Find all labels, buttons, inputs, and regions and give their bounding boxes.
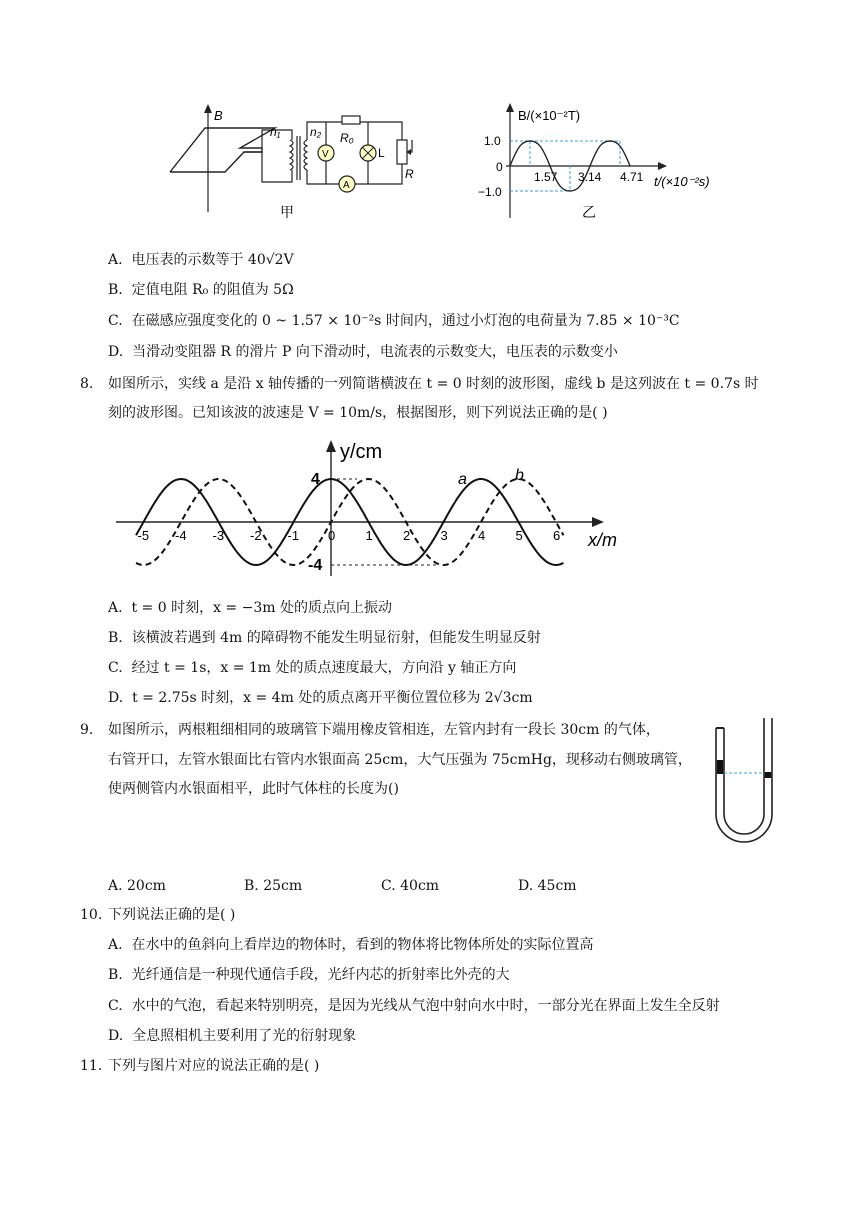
wave-xtick: -3 [212, 528, 225, 543]
wave-xtick: -2 [250, 528, 262, 543]
bt-ytick-zero: 0 [496, 160, 503, 174]
q9-option-b[interactable]: B. 25cm [244, 878, 303, 894]
q7-option-d[interactable]: D. 当滑动变阻器 R 的滑片 P 向下滑动时，电流表的示数变大，电压表的示数变小 [108, 344, 618, 360]
q10-stem: 下列说法正确的是( ) [108, 907, 236, 923]
wave-xtick: -1 [287, 528, 300, 543]
q11-number: 11. [80, 1058, 103, 1074]
bt-xtick-3: 4.71 [620, 170, 644, 184]
q10-number: 10. [80, 907, 103, 923]
q8-option-d[interactable]: D. t = 2.75s 时刻，x = 4m 处的质点离开平衡位置位移为 2√3cm [108, 690, 533, 706]
q10-option-b[interactable]: B. 光纤通信是一种现代通信手段，光纤内芯的折射率比外壳的大 [108, 967, 510, 983]
circuit-figure [140, 100, 440, 225]
wave-xtick: 5 [515, 528, 523, 543]
wave-ylabel: y/cm [340, 441, 383, 463]
bt-xlabel: t/(×10⁻²s) [654, 174, 710, 189]
bt-xtick-1: 1.57 [534, 170, 558, 184]
q8-stem-line1: 如图所示，实线 a 是沿 x 轴传播的一列简谐横波在 t = 0 时刻的波形图，虚线 b 是这列波在 t = 0.7s 时 [108, 376, 759, 392]
q8-option-a[interactable]: A. t = 0 时刻，x = −3m 处的质点向上振动 [108, 600, 392, 616]
bt-ytick-bottom: −1.0 [478, 185, 502, 199]
n2-label: n₂ [310, 125, 322, 139]
wave-xtick: 0 [328, 528, 336, 543]
wave-b-label: b [515, 467, 524, 484]
q7-option-b[interactable]: B. 定值电阻 R₀ 的阻值为 5Ω [108, 282, 294, 298]
figure-label-jia: 甲 [280, 204, 294, 220]
wave-graph [112, 432, 632, 582]
q9-option-d[interactable]: D. 45cm [518, 878, 577, 894]
wave-a-label: a [458, 471, 467, 488]
q9-number: 9. [80, 722, 94, 738]
wave-amp-top: 4 [311, 471, 320, 488]
bt-ytick-top: 1.0 [484, 134, 501, 148]
wave-xtick: 1 [365, 528, 373, 543]
u-tube-figure [706, 718, 786, 854]
q7-option-a[interactable]: A. 电压表的示数等于 40√2V [108, 252, 294, 268]
wave-xtick: 4 [478, 528, 486, 543]
rheostat-label: R [405, 167, 414, 181]
lamp-label: L [378, 146, 385, 160]
wave-xlabel: x/m [588, 530, 617, 550]
q9-stem-line1: 如图所示，两根粗细相同的玻璃管下端用橡皮管相连，左管内封有一段长 30cm 的气体， [108, 722, 660, 738]
wave-xtick: 6 [553, 528, 561, 543]
wave-amp-bottom: -4 [308, 557, 323, 574]
b-field-label: B [214, 108, 223, 123]
voltmeter-label: V [322, 149, 329, 160]
q11-stem: 下列与图片对应的说法正确的是( ) [108, 1058, 320, 1074]
wave-xtick: 3 [440, 528, 448, 543]
q9-option-a[interactable]: A. 20cm [108, 878, 166, 894]
bt-graph [470, 100, 730, 225]
q10-option-a[interactable]: A. 在水中的鱼斜向上看岸边的物体时，看到的物体将比物体所处的实际位置高 [108, 937, 594, 953]
q7-option-c[interactable]: C. 在磁感应强度变化的 0 ~ 1.57 × 10⁻²s 时间内，通过小灯泡的电荷量为 7.85 × 10⁻³C [108, 313, 680, 329]
bt-xtick-2: 3.14 [578, 170, 602, 184]
q8-option-c[interactable]: C. 经过 t = 1s，x = 1m 处的质点速度最大，方向沿 y 轴正方向 [108, 660, 517, 676]
q8-option-b[interactable]: B. 该横波若遇到 4m 的障碍物不能发生明显衍射，但能发生明显反射 [108, 630, 541, 646]
q10-option-c[interactable]: C. 水中的气泡，看起来特别明亮，是因为光线从气泡中射向水中时，一部分光在界面上发生全反射 [108, 998, 720, 1014]
q8-number: 8. [80, 376, 94, 392]
q8-stem-line2: 刻的波形图。已知该波的波速是 V = 10m/s，根据图形，则下列说法正确的是( ) [108, 405, 608, 421]
q10-option-d[interactable]: D. 全息照相机主要利用了光的衍射现象 [108, 1028, 357, 1044]
wave-xtick: 2 [403, 528, 411, 543]
wave-xtick: -5 [137, 528, 150, 543]
figure-label-yi: 乙 [582, 204, 596, 220]
wave-xtick: -4 [175, 528, 187, 543]
q9-option-c[interactable]: C. 40cm [381, 878, 440, 894]
bt-ylabel: B/(×10⁻²T) [518, 108, 581, 123]
r0-label: R₀ [340, 131, 354, 145]
n1-label: n₁ [270, 125, 281, 139]
ammeter-label: A [343, 180, 350, 191]
q9-stem-line3: 使两侧管内水银面相平，此时气体柱的长度为() [108, 781, 399, 797]
q9-stem-line2: 右管开口，左管水银面比右管内水银面高 25cm，大气压强为 75cmHg，现移动右侧玻璃管， [108, 752, 692, 768]
